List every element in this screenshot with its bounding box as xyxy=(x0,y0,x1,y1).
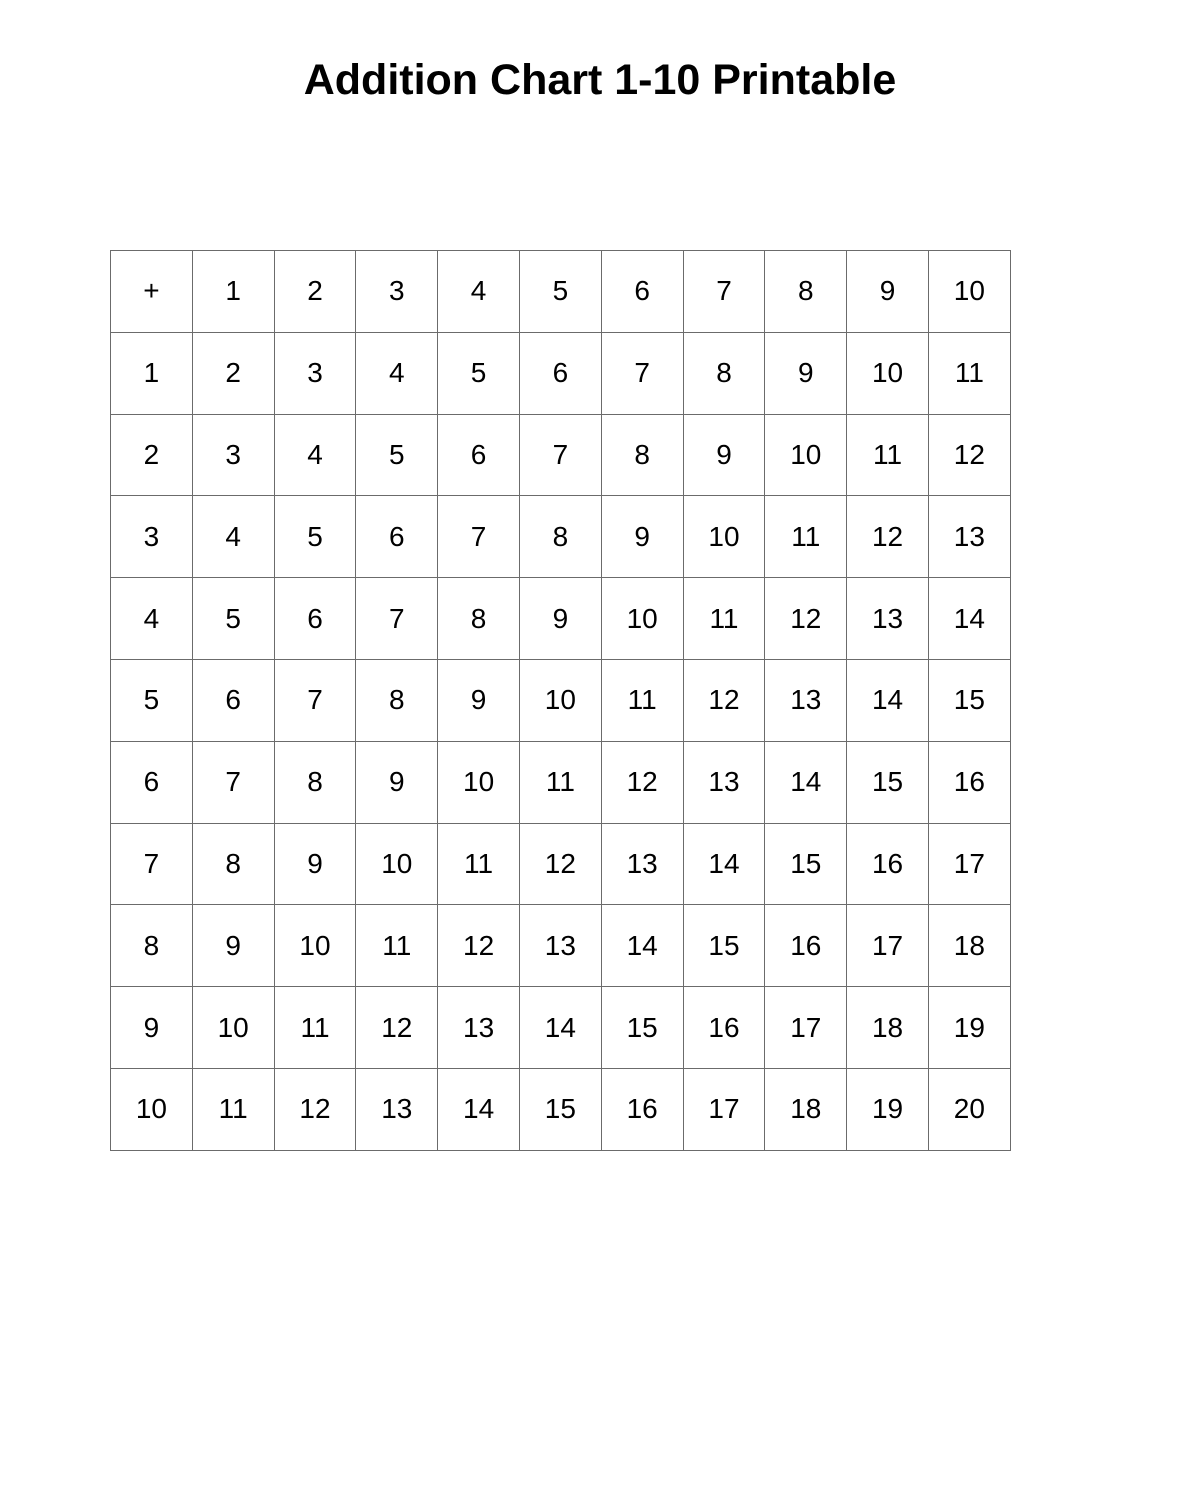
table-cell: 8 xyxy=(438,578,520,660)
table-cell: 15 xyxy=(765,823,847,905)
table-cell: 17 xyxy=(683,1068,765,1150)
table-cell: 18 xyxy=(928,905,1010,987)
row-header-cell: 8 xyxy=(111,905,193,987)
table-cell: 10 xyxy=(274,905,356,987)
table-cell: 5 xyxy=(192,578,274,660)
table-cell: 11 xyxy=(438,823,520,905)
table-cell: 18 xyxy=(847,987,929,1069)
row-header-cell: 4 xyxy=(111,578,193,660)
table-cell: 6 xyxy=(356,496,438,578)
table-cell: 10 xyxy=(356,823,438,905)
table-cell: 4 xyxy=(356,332,438,414)
table-cell: 14 xyxy=(683,823,765,905)
row-header-cell: 10 xyxy=(111,1068,193,1150)
table-cell: 2 xyxy=(192,332,274,414)
table-row xyxy=(111,332,1011,414)
table-cell: 11 xyxy=(765,496,847,578)
table-cell: 12 xyxy=(519,823,601,905)
table-row xyxy=(111,741,1011,823)
table-row xyxy=(111,578,1011,660)
column-header-cell: 10 xyxy=(928,251,1010,333)
table-cell: 9 xyxy=(438,659,520,741)
table-cell: 8 xyxy=(274,741,356,823)
column-header-cell: 4 xyxy=(438,251,520,333)
table-row xyxy=(111,905,1011,987)
table-cell: 16 xyxy=(928,741,1010,823)
table-cell: 12 xyxy=(847,496,929,578)
column-header-cell: 5 xyxy=(519,251,601,333)
column-header-cell: 3 xyxy=(356,251,438,333)
column-header-cell: 8 xyxy=(765,251,847,333)
table-cell: 13 xyxy=(928,496,1010,578)
row-header-cell: 7 xyxy=(111,823,193,905)
table-row xyxy=(111,987,1011,1069)
row-header-cell: 1 xyxy=(111,332,193,414)
table-cell: 12 xyxy=(765,578,847,660)
table-cell: 11 xyxy=(356,905,438,987)
table-row xyxy=(111,1068,1011,1150)
addition-chart-body xyxy=(111,251,1011,1151)
table-cell: 11 xyxy=(192,1068,274,1150)
table-cell: 12 xyxy=(601,741,683,823)
table-cell: 15 xyxy=(601,987,683,1069)
table-cell: 9 xyxy=(356,741,438,823)
table-cell: 14 xyxy=(928,578,1010,660)
row-header-cell: 5 xyxy=(111,659,193,741)
table-cell: 7 xyxy=(192,741,274,823)
table-cell: 15 xyxy=(847,741,929,823)
table-cell: 15 xyxy=(928,659,1010,741)
table-cell: 13 xyxy=(356,1068,438,1150)
table-cell: 16 xyxy=(765,905,847,987)
table-cell: 10 xyxy=(519,659,601,741)
table-cell: 5 xyxy=(274,496,356,578)
table-cell: 7 xyxy=(438,496,520,578)
table-cell: 12 xyxy=(683,659,765,741)
table-cell: 8 xyxy=(683,332,765,414)
table-cell: 6 xyxy=(519,332,601,414)
table-cell: 15 xyxy=(683,905,765,987)
table-cell: 3 xyxy=(274,332,356,414)
table-cell: 11 xyxy=(928,332,1010,414)
table-cell: 9 xyxy=(192,905,274,987)
table-cell: 15 xyxy=(519,1068,601,1150)
table-cell: 13 xyxy=(438,987,520,1069)
table-cell: 7 xyxy=(601,332,683,414)
table-cell: 14 xyxy=(765,741,847,823)
table-cell: 5 xyxy=(356,414,438,496)
row-header-cell: 2 xyxy=(111,414,193,496)
table-cell: 12 xyxy=(438,905,520,987)
table-cell: 13 xyxy=(519,905,601,987)
table-cell: 10 xyxy=(847,332,929,414)
table-cell: 4 xyxy=(274,414,356,496)
page-title: Addition Chart 1-10 Printable xyxy=(303,56,897,104)
table-cell: 5 xyxy=(438,332,520,414)
table-cell: 17 xyxy=(847,905,929,987)
row-header-cell: 9 xyxy=(111,987,193,1069)
table-cell: 10 xyxy=(192,987,274,1069)
table-cell: 16 xyxy=(683,987,765,1069)
table-row xyxy=(111,659,1011,741)
table-cell: 8 xyxy=(601,414,683,496)
table-cell: 4 xyxy=(192,496,274,578)
table-cell: 10 xyxy=(683,496,765,578)
table-cell: 10 xyxy=(601,578,683,660)
table-cell: 14 xyxy=(438,1068,520,1150)
table-cell: 10 xyxy=(438,741,520,823)
table-cell: 19 xyxy=(928,987,1010,1069)
table-cell: 8 xyxy=(192,823,274,905)
table-cell: 16 xyxy=(847,823,929,905)
table-cell: 11 xyxy=(601,659,683,741)
table-cell: 9 xyxy=(519,578,601,660)
table-cell: 13 xyxy=(601,823,683,905)
column-header-cell: 9 xyxy=(847,251,929,333)
table-cell: 7 xyxy=(274,659,356,741)
table-cell: 9 xyxy=(683,414,765,496)
table-cell: 17 xyxy=(928,823,1010,905)
table-cell: 6 xyxy=(438,414,520,496)
table-cell: 12 xyxy=(928,414,1010,496)
addition-chart-table xyxy=(110,250,1011,1151)
table-cell: 12 xyxy=(356,987,438,1069)
table-cell: 13 xyxy=(847,578,929,660)
table-cell: 10 xyxy=(765,414,847,496)
column-header-cell: 1 xyxy=(192,251,274,333)
table-cell: 8 xyxy=(519,496,601,578)
table-row xyxy=(111,496,1011,578)
table-row xyxy=(111,414,1011,496)
table-cell: 13 xyxy=(765,659,847,741)
table-cell: 14 xyxy=(601,905,683,987)
table-cell: 8 xyxy=(356,659,438,741)
table-row xyxy=(111,823,1011,905)
table-cell: 9 xyxy=(274,823,356,905)
table-cell: 16 xyxy=(601,1068,683,1150)
table-cell: 7 xyxy=(519,414,601,496)
table-cell: 9 xyxy=(601,496,683,578)
table-cell: 11 xyxy=(847,414,929,496)
table-cell: 6 xyxy=(274,578,356,660)
table-cell: 13 xyxy=(683,741,765,823)
row-header-cell: 6 xyxy=(111,741,193,823)
table-cell: 11 xyxy=(274,987,356,1069)
table-cell: 7 xyxy=(356,578,438,660)
table-cell: 18 xyxy=(765,1068,847,1150)
table-cell: 11 xyxy=(683,578,765,660)
table-cell: 12 xyxy=(274,1068,356,1150)
operator-cell: + xyxy=(111,251,193,333)
table-cell: 3 xyxy=(192,414,274,496)
table-cell: 19 xyxy=(847,1068,929,1150)
table-cell: 11 xyxy=(519,741,601,823)
column-header-cell: 2 xyxy=(274,251,356,333)
row-header-cell: 3 xyxy=(111,496,193,578)
header-row xyxy=(111,251,1011,333)
table-cell: 6 xyxy=(192,659,274,741)
column-header-cell: 6 xyxy=(601,251,683,333)
table-cell: 17 xyxy=(765,987,847,1069)
table-cell: 20 xyxy=(928,1068,1010,1150)
column-header-cell: 7 xyxy=(683,251,765,333)
table-cell: 9 xyxy=(765,332,847,414)
table-cell: 14 xyxy=(519,987,601,1069)
table-cell: 14 xyxy=(847,659,929,741)
